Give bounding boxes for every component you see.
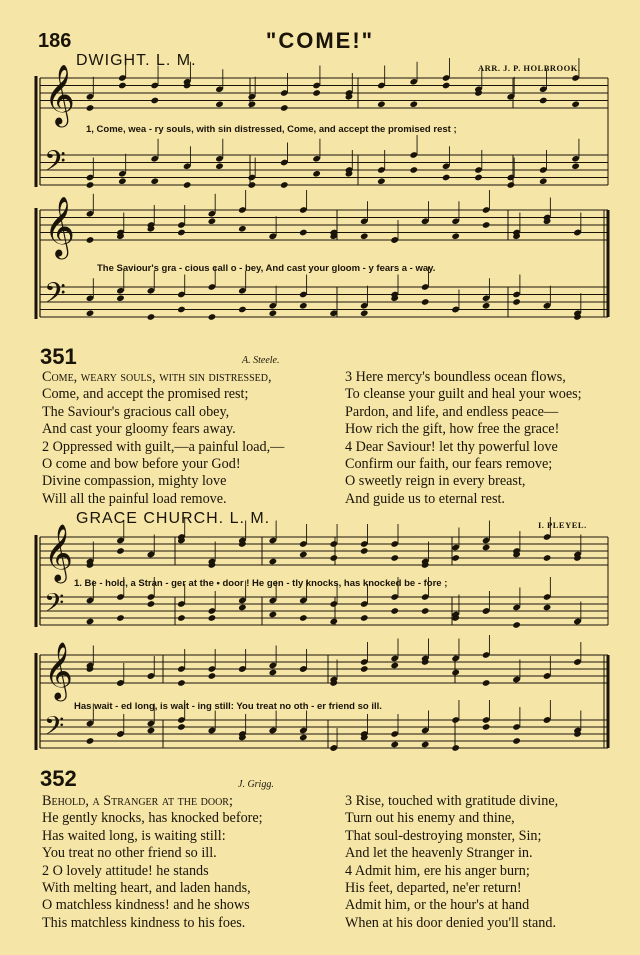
note-head bbox=[421, 607, 430, 615]
note-head bbox=[269, 669, 278, 677]
note-head bbox=[482, 302, 491, 310]
verse-line: When at his door denied you'll stand. bbox=[345, 914, 556, 931]
note-head bbox=[177, 679, 186, 687]
note-head bbox=[86, 618, 95, 626]
verse-line: Behold, a Stranger at the door; bbox=[42, 793, 233, 809]
treble-clef-icon: 𝄞 bbox=[44, 524, 73, 581]
hymn-number-351: 351 bbox=[40, 344, 77, 369]
bass-clef-icon: 𝄢 bbox=[44, 145, 66, 184]
verse-line: Has waited long, is waiting still: bbox=[42, 827, 226, 844]
verse-line: How rich the gift, how free the grace! bbox=[345, 421, 560, 438]
treble-clef-icon: 𝄞 bbox=[44, 64, 76, 125]
hymn2-author: J. Grigg. bbox=[238, 779, 274, 790]
verse-line: 4 Admit him, ere his anger burn; bbox=[345, 862, 530, 879]
note-head bbox=[86, 104, 95, 112]
note-head bbox=[442, 174, 451, 182]
hymn2-verses-left bbox=[42, 793, 263, 932]
verse-line: With melting heart, and laden hands, bbox=[42, 879, 251, 896]
note-head bbox=[377, 177, 386, 185]
note-head bbox=[215, 100, 224, 108]
section-title: "COME!" bbox=[265, 28, 375, 53]
note-head bbox=[177, 306, 186, 314]
note-head bbox=[512, 621, 521, 629]
hymn1-author: A. Steele. bbox=[242, 355, 280, 366]
verse-line: And guide us to eternal rest. bbox=[345, 490, 505, 507]
arranger-credit: ARR. J. P. HOLBROOK. bbox=[478, 63, 581, 73]
note-head bbox=[512, 737, 521, 745]
note-head bbox=[390, 741, 399, 749]
note-head bbox=[269, 611, 278, 619]
note-head bbox=[312, 170, 321, 178]
note-head bbox=[150, 177, 159, 185]
verse-line: You treat no other friend so ill. bbox=[42, 845, 217, 862]
note-head bbox=[312, 89, 321, 97]
verse-line: Come, and accept the promised rest; bbox=[42, 386, 249, 403]
note-head bbox=[118, 177, 127, 185]
tune-name-grace-church: GRACE CHURCH. L. M. bbox=[76, 510, 271, 527]
note-head bbox=[86, 181, 95, 189]
note-head bbox=[116, 614, 125, 622]
note-head bbox=[360, 309, 369, 317]
note-head bbox=[421, 298, 430, 306]
note-head bbox=[360, 665, 369, 673]
note-head bbox=[183, 181, 192, 189]
hymn2-lyric-line2: Has wait - ed long, is wait - ing still: You treat no oth - er friend so ill. bbox=[74, 701, 382, 712]
bass-clef-icon: 𝄢 bbox=[44, 277, 66, 316]
note-head bbox=[390, 554, 399, 562]
verse-line: Divine compassion, mighty love bbox=[42, 473, 227, 490]
note-head bbox=[571, 162, 580, 170]
note-head bbox=[177, 614, 186, 622]
note-head bbox=[451, 554, 460, 562]
verse-line: O come and bow before your God! bbox=[42, 455, 241, 472]
hymn-number-352: 352 bbox=[40, 766, 77, 791]
verse-line: And cast your gloomy fears away. bbox=[42, 421, 236, 438]
verse-line: He gently knocks, has knocked before; bbox=[42, 810, 263, 827]
verse-line: 3 Rise, touched with gratitude divine, bbox=[345, 793, 559, 809]
note-head bbox=[150, 97, 159, 105]
note-head bbox=[248, 100, 257, 108]
note-head bbox=[280, 181, 289, 189]
verse-line: Turn out his enemy and thine, bbox=[345, 810, 515, 827]
page-number: 186 bbox=[38, 30, 72, 52]
note-head bbox=[269, 309, 278, 317]
note-head bbox=[208, 672, 217, 680]
note-head bbox=[539, 177, 548, 185]
hymn2-lyric-line1: 1. Be - hold, a Stran - ger at the • door ! He gen - tly knocks, has knocked be - fore ; bbox=[74, 578, 448, 589]
note-head bbox=[86, 236, 95, 244]
hymn1-verses-left bbox=[42, 369, 284, 508]
verse-line: Admit him, or the hour's at hand bbox=[345, 897, 530, 914]
note-head bbox=[409, 100, 418, 108]
note-head bbox=[238, 306, 247, 314]
verse-line: That soul-destroying monster, Sin; bbox=[345, 827, 542, 844]
note-head bbox=[543, 604, 552, 612]
note-head bbox=[208, 313, 217, 321]
note-head bbox=[86, 737, 95, 745]
note-head bbox=[390, 607, 399, 615]
note-head bbox=[539, 97, 548, 105]
note-head bbox=[390, 662, 399, 670]
hymn1-verses-right bbox=[345, 369, 582, 508]
verse-line: O sweetly reign in every breast, bbox=[345, 473, 526, 490]
note-head bbox=[451, 232, 460, 240]
verse-line: Confirm our faith, our fears remove; bbox=[345, 455, 553, 472]
note-head bbox=[360, 547, 369, 555]
note-head bbox=[86, 309, 95, 317]
verse-line: The Saviour's gracious call obey, bbox=[42, 403, 230, 420]
note-head bbox=[147, 600, 156, 608]
note-head bbox=[299, 734, 308, 742]
verse-line: 3 Here mercy's boundless ocean flows, bbox=[345, 369, 566, 385]
note-head bbox=[377, 100, 386, 108]
note-head bbox=[571, 100, 580, 108]
bass-clef-icon: 𝄢 bbox=[44, 588, 65, 625]
note-head bbox=[299, 551, 308, 559]
note-head bbox=[238, 225, 247, 233]
note-head bbox=[474, 174, 483, 182]
treble-clef-icon: 𝄞 bbox=[44, 642, 73, 699]
verse-line: Will all the painful load remove. bbox=[42, 490, 227, 507]
note-head bbox=[215, 162, 224, 170]
note-head bbox=[299, 302, 308, 310]
verse-line: This matchless kindness to his foes. bbox=[42, 914, 246, 931]
note-head bbox=[482, 544, 491, 552]
verse-line: Pardon, and life, and endless peace— bbox=[345, 403, 559, 420]
note-head bbox=[269, 558, 278, 566]
note-head bbox=[329, 618, 338, 626]
note-head bbox=[116, 547, 125, 555]
note-head bbox=[482, 723, 491, 731]
note-head bbox=[360, 614, 369, 622]
note-head bbox=[507, 181, 516, 189]
tune-name-dwight: DWIGHT. L. M. bbox=[76, 52, 197, 69]
note-head bbox=[118, 82, 127, 90]
note-head bbox=[360, 232, 369, 240]
hymn1-lyric-line1: 1, Come, wea - ry souls, with sin distressed, Come, and accept the promised rest ; bbox=[86, 124, 457, 135]
verse-line: His feet, departed, ne'er return! bbox=[345, 879, 522, 896]
verse-line: 4 Dear Saviour! let thy powerful love bbox=[345, 438, 558, 455]
verse-line: Come, weary souls, with sin distressed, bbox=[42, 369, 272, 385]
note-head bbox=[248, 181, 257, 189]
note-head bbox=[280, 104, 289, 112]
note-head bbox=[482, 221, 491, 229]
note-head bbox=[512, 298, 521, 306]
note-head bbox=[208, 614, 217, 622]
hymn2-verses-right bbox=[345, 793, 558, 932]
note-head bbox=[451, 744, 460, 752]
treble-clef-icon: 𝄞 bbox=[44, 196, 76, 257]
note-head bbox=[421, 741, 430, 749]
note-head bbox=[208, 217, 217, 225]
verse-line: To cleanse your guilt and heal your woes; bbox=[345, 386, 582, 403]
note-head bbox=[147, 313, 156, 321]
note-head bbox=[442, 82, 451, 90]
note-head bbox=[409, 166, 418, 174]
composer-credit: I. PLEYEL. bbox=[538, 520, 587, 530]
verse-line: And let the heavenly Stranger in. bbox=[345, 845, 533, 862]
note-head bbox=[329, 554, 338, 562]
note-head bbox=[177, 229, 186, 237]
note-head bbox=[451, 669, 460, 677]
note-head bbox=[177, 723, 186, 731]
note-head bbox=[147, 727, 156, 735]
note-head bbox=[299, 614, 308, 622]
note-head bbox=[238, 604, 247, 612]
note-head bbox=[543, 554, 552, 562]
verse-line: 2 Oppressed with guilt,—a painful load,— bbox=[42, 438, 285, 455]
verse-line: O matchless kindness! and he shows bbox=[42, 897, 250, 914]
hymn1-lyric-line2: The Saviour's gra - cious call o - bey, And cast your gloom - y fears a - way. bbox=[97, 263, 436, 274]
note-head bbox=[299, 229, 308, 237]
note-head bbox=[482, 679, 491, 687]
note-head bbox=[116, 294, 125, 302]
verse-line: 2 O lovely attitude! he stands bbox=[42, 862, 209, 879]
bass-clef-icon: 𝄢 bbox=[44, 711, 65, 748]
